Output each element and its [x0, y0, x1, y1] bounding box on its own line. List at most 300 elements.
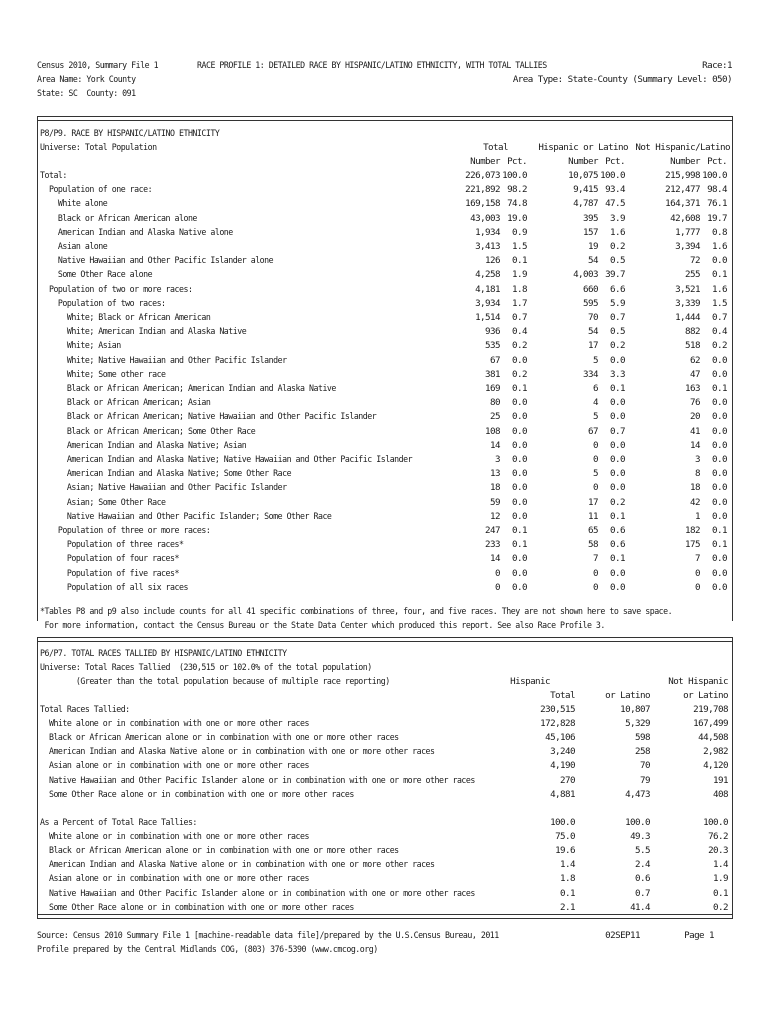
p6-col-hispanic-2: or Latino: [605, 690, 650, 701]
pct-row-label: American Indian and Alaska Native alone or in combination with one or more other races: [40, 859, 435, 871]
row-label: White alone: [40, 198, 108, 210]
pct-total: 1.8: [560, 873, 575, 885]
pct-row-label: Some Other Race alone or in combination with one or more other races: [40, 901, 354, 913]
pct-not-hispanic: 1.4: [713, 859, 728, 871]
p8-sub-number-total: Number: [470, 156, 500, 167]
right-border-2: [732, 637, 733, 918]
not-hispanic-pct: 100.0: [702, 170, 727, 181]
total-number: 67: [490, 354, 500, 366]
row-label: American Indian and Alaska Native alone: [40, 226, 233, 238]
hispanic-number: 157: [583, 226, 598, 238]
hispanic-number: 19: [588, 241, 598, 252]
tally-row-label: Black or African American alone or in combination with one or more other races: [40, 732, 399, 744]
total-pct: 1.9: [512, 269, 527, 281]
hispanic-pct: 0.0: [610, 439, 625, 451]
row-label: White; American Indian and Alaska Native: [40, 326, 247, 338]
total-number: 3: [495, 454, 500, 465]
hispanic-number: 17: [588, 340, 598, 352]
row-label: American Indian and Alaska Native; Native Hawaiian and Other Pacific Islander: [40, 454, 413, 465]
not-hispanic-number: 3,521: [675, 283, 700, 295]
not-hispanic-pct: 0.0: [712, 553, 727, 565]
total-pct: 1.8: [512, 283, 527, 295]
right-border: [732, 116, 733, 621]
hispanic-pct: 5.9: [610, 297, 625, 309]
pct-row-label: Native Hawaiian and Other Pacific Islander alone or in combination with one or more other races: [40, 887, 475, 899]
tally-not-hispanic: 2,982: [703, 746, 728, 758]
not-hispanic-pct: 0.7: [712, 312, 727, 323]
not-hispanic-number: 62: [690, 354, 700, 366]
row-label: Black or African American; American Indian and Alaska Native: [40, 383, 336, 394]
not-hispanic-pct: 0.0: [712, 496, 727, 508]
not-hispanic-number: 1: [695, 510, 700, 522]
p6-col-total: Total: [550, 690, 575, 701]
total-number: 4,181: [475, 283, 500, 295]
pct-total: 1.4: [560, 859, 575, 871]
hispanic-number: 17: [588, 496, 598, 508]
hispanic-number: 395: [583, 212, 598, 224]
hispanic-pct: 3.9: [610, 212, 625, 224]
total-pct: 0.0: [512, 567, 527, 579]
row-label: Population of all six races: [40, 581, 188, 593]
total-pct: 0.2: [512, 368, 527, 380]
tally-hispanic: 4,473: [625, 788, 650, 800]
row-label: Native Hawaiian and Other Pacific Islander; Some Other Race: [40, 510, 332, 522]
total-pct: 0.0: [512, 553, 527, 565]
tally-total: 3,240: [550, 746, 575, 758]
total-pct: 0.0: [512, 397, 527, 409]
tally-total: 4,190: [550, 760, 575, 772]
total-pct: 0.0: [512, 482, 527, 494]
header-source: Census 2010, Summary File 1: [37, 60, 159, 71]
p8-col-hispanic: Hispanic or Latino: [538, 142, 628, 153]
row-label: Native Hawaiian and Other Pacific Islander alone: [40, 255, 274, 267]
hispanic-number: 54: [588, 255, 598, 267]
not-hispanic-pct: 1.5: [712, 297, 727, 309]
pct-not-hispanic: 76.2: [708, 831, 728, 843]
hispanic-number: 0: [593, 567, 598, 579]
hispanic-number: 0: [593, 439, 598, 451]
total-pct: 0.0: [512, 411, 527, 423]
hispanic-number: 4: [593, 397, 598, 409]
area-type: Area Type: State-County (Summary Level: 050): [512, 74, 732, 85]
tally-not-hispanic: 4,120: [703, 760, 728, 772]
hispanic-number: 4,787: [573, 198, 598, 210]
p6-col-not-hispanic-2: or Latino: [683, 690, 728, 701]
total-number: 226,073: [465, 170, 500, 181]
total-pct: 0.1: [512, 539, 527, 551]
total-number: 0: [495, 567, 500, 579]
total-number: 1,514: [475, 312, 500, 323]
total-pct: 19.0: [507, 212, 527, 224]
total-number: 0: [495, 581, 500, 593]
hispanic-number: 70: [588, 312, 598, 323]
not-hispanic-pct: 19.7: [707, 212, 727, 224]
hispanic-pct: 47.5: [605, 198, 625, 210]
not-hispanic-number: 182: [685, 525, 700, 536]
not-hispanic-number: 8: [695, 468, 700, 480]
tally-total: 45,106: [545, 732, 575, 744]
not-hispanic-pct: 0.0: [712, 581, 727, 593]
total-pct: 0.1: [512, 383, 527, 394]
tally-not-hispanic: 191: [713, 774, 728, 786]
hispanic-pct: 0.6: [610, 539, 625, 551]
hispanic-number: 11: [588, 510, 598, 522]
total-pct: 1.5: [512, 241, 527, 252]
race-tag: Race:1: [702, 60, 732, 71]
header-state-county: State: SC County: 091: [37, 88, 136, 99]
not-hispanic-number: 20: [690, 411, 700, 423]
not-hispanic-pct: 76.1: [707, 198, 727, 210]
hispanic-pct: 0.5: [610, 255, 625, 267]
pct-hispanic: 100.0: [625, 817, 650, 828]
hispanic-pct: 0.5: [610, 326, 625, 338]
total-pct: 0.0: [512, 496, 527, 508]
total-number: 169,158: [465, 198, 500, 210]
pct-hispanic: 0.7: [635, 887, 650, 899]
not-hispanic-pct: 0.0: [712, 482, 727, 494]
total-number: 169: [485, 383, 500, 394]
hispanic-pct: 0.0: [610, 567, 625, 579]
hispanic-pct: 0.0: [610, 397, 625, 409]
p8-sub-pct-total: Pct.: [507, 156, 527, 167]
p6-universe-note: (Greater than the total population because of multiple race reporting): [40, 676, 390, 687]
p8-footnote-line-1: *Tables P8 and p9 also include counts for all 41 specific combinations of three, four, and five races. They are not shown here to save space.: [40, 606, 673, 617]
p6-title: P6/P7. TOTAL RACES TALLIED BY HISPANIC/LATINO ETHNICITY: [40, 648, 287, 659]
total-pct: 0.0: [512, 425, 527, 437]
not-hispanic-number: 76: [690, 397, 700, 409]
hispanic-pct: 0.2: [610, 340, 625, 352]
row-label: Black or African American; Asian: [40, 397, 211, 409]
not-hispanic-pct: 0.0: [712, 425, 727, 437]
tally-hispanic: 70: [640, 760, 650, 772]
pct-not-hispanic: 0.2: [713, 901, 728, 913]
total-pct: 0.0: [512, 510, 527, 522]
footer-page: Page 1: [684, 930, 714, 941]
hispanic-pct: 0.1: [610, 383, 625, 394]
not-hispanic-number: 212,477: [665, 184, 700, 196]
tally-hispanic: 258: [635, 746, 650, 758]
total-pct: 98.2: [507, 184, 527, 196]
total-pct: 0.0: [512, 454, 527, 465]
hispanic-pct: 0.0: [610, 454, 625, 465]
hispanic-pct: 100.0: [600, 170, 625, 181]
total-number: 18: [490, 482, 500, 494]
tally-not-hispanic: 408: [713, 788, 728, 800]
pct-total: 75.0: [555, 831, 575, 843]
not-hispanic-pct: 0.1: [712, 539, 727, 551]
tally-total: 230,515: [540, 704, 575, 715]
hispanic-number: 334: [583, 368, 598, 380]
hispanic-number: 6: [593, 383, 598, 394]
hispanic-number: 65: [588, 525, 598, 536]
tally-total: 172,828: [540, 718, 575, 730]
row-label: Population of one race:: [40, 184, 153, 196]
hispanic-pct: 0.1: [610, 553, 625, 565]
tally-hispanic: 598: [635, 732, 650, 744]
hispanic-number: 0: [593, 454, 598, 465]
not-hispanic-pct: 1.6: [712, 283, 727, 295]
hispanic-number: 9,415: [573, 184, 598, 196]
row-label: Asian; Native Hawaiian and Other Pacific Islander: [40, 482, 287, 494]
tally-not-hispanic: 167,499: [693, 718, 728, 730]
total-pct: 0.1: [512, 525, 527, 536]
pct-hispanic: 2.4: [635, 859, 650, 871]
pct-total: 19.6: [555, 845, 575, 857]
hispanic-number: 0: [593, 581, 598, 593]
tally-row-label: Total Races Tallied:: [40, 704, 130, 715]
hispanic-number: 5: [593, 354, 598, 366]
tally-row-label: Some Other Race alone or in combination with one or more other races: [40, 788, 354, 800]
row-label: Black or African American; Native Hawaiian and Other Pacific Islander: [40, 411, 377, 423]
p6-col-not-hispanic-1: Not Hispanic: [668, 676, 728, 687]
not-hispanic-number: 175: [685, 539, 700, 551]
not-hispanic-number: 0: [695, 567, 700, 579]
tally-total: 4,881: [550, 788, 575, 800]
not-hispanic-number: 518: [685, 340, 700, 352]
left-border-2: [37, 637, 38, 918]
not-hispanic-number: 3,339: [675, 297, 700, 309]
total-pct: 0.0: [512, 354, 527, 366]
total-number: 3,934: [475, 297, 500, 309]
pct-total: 100.0: [550, 817, 575, 828]
hispanic-number: 58: [588, 539, 598, 551]
hispanic-number: 595: [583, 297, 598, 309]
hispanic-number: 660: [583, 283, 598, 295]
not-hispanic-number: 163: [685, 383, 700, 394]
total-number: 80: [490, 397, 500, 409]
total-pct: 100.0: [502, 170, 527, 181]
pct-row-label: White alone or in combination with one or more other races: [40, 831, 310, 843]
not-hispanic-pct: 0.0: [712, 368, 727, 380]
row-label: Population of three or more races:: [40, 525, 211, 536]
row-label: Population of two races:: [40, 297, 166, 309]
hispanic-pct: 0.6: [610, 525, 625, 536]
total-number: 247: [485, 525, 500, 536]
not-hispanic-pct: 0.1: [712, 383, 727, 394]
p8-col-total: Total: [483, 142, 508, 153]
row-label: Population of three races*: [40, 539, 184, 551]
pct-total: 2.1: [560, 901, 575, 913]
hispanic-number: 5: [593, 411, 598, 423]
tally-hispanic: 79: [640, 774, 650, 786]
not-hispanic-pct: 0.0: [712, 397, 727, 409]
hispanic-pct: 93.4: [605, 184, 625, 196]
not-hispanic-number: 47: [690, 368, 700, 380]
p8-footnote-line-2: For more information, contact the Census Bureau or the State Data Center which produced this report. See also Race Profile 3.: [40, 620, 605, 631]
total-number: 4,258: [475, 269, 500, 281]
not-hispanic-pct: 0.0: [712, 255, 727, 267]
hispanic-pct: 0.7: [610, 312, 625, 323]
report-title: RACE PROFILE 1: DETAILED RACE BY HISPANIC/LATINO ETHNICITY, WITH TOTAL TALLIES: [197, 60, 547, 71]
row-label: Total:: [40, 170, 67, 181]
hispanic-pct: 0.0: [610, 581, 625, 593]
total-pct: 0.0: [512, 439, 527, 451]
p8-col-not-hispanic: Not Hispanic/Latino: [635, 142, 730, 153]
row-label: White; Some other race: [40, 368, 166, 380]
not-hispanic-number: 3: [695, 454, 700, 465]
hispanic-pct: 0.7: [610, 425, 625, 437]
total-number: 1,934: [475, 226, 500, 238]
pct-hispanic: 49.3: [630, 831, 650, 843]
not-hispanic-pct: 0.0: [712, 354, 727, 366]
not-hispanic-pct: 0.2: [712, 340, 727, 352]
not-hispanic-number: 7: [695, 553, 700, 565]
not-hispanic-pct: 0.4: [712, 326, 727, 338]
row-label: White; Native Hawaiian and Other Pacific Islander: [40, 354, 287, 366]
pct-not-hispanic: 20.3: [708, 845, 728, 857]
total-number: 535: [485, 340, 500, 352]
bottom-double-rule: [37, 914, 733, 919]
not-hispanic-pct: 0.0: [712, 411, 727, 423]
p8-sub-pct-hispanic: Pct.: [605, 156, 625, 167]
not-hispanic-number: 72: [690, 255, 700, 267]
row-label: Black or African American alone: [40, 212, 197, 224]
not-hispanic-pct: 0.0: [712, 567, 727, 579]
tally-hispanic: 10,807: [620, 704, 650, 715]
hispanic-pct: 0.0: [610, 354, 625, 366]
p8-sub-pct-not-hispanic: Pct.: [707, 156, 727, 167]
hispanic-pct: 6.6: [610, 283, 625, 295]
row-label: Asian alone: [40, 241, 108, 252]
total-number: 233: [485, 539, 500, 551]
not-hispanic-pct: 0.0: [712, 454, 727, 465]
hispanic-pct: 1.6: [610, 226, 625, 238]
left-border: [37, 116, 38, 621]
not-hispanic-number: 1,777: [675, 226, 700, 238]
total-pct: 0.2: [512, 340, 527, 352]
pct-not-hispanic: 100.0: [703, 817, 728, 828]
not-hispanic-number: 42,608: [670, 212, 700, 224]
hispanic-number: 67: [588, 425, 598, 437]
tally-row-label: American Indian and Alaska Native alone or in combination with one or more other races: [40, 746, 435, 758]
not-hispanic-pct: 0.8: [712, 226, 727, 238]
tally-row-label: Asian alone or in combination with one or more other races: [40, 760, 310, 772]
hispanic-pct: 0.1: [610, 510, 625, 522]
pct-row-label: As a Percent of Total Race Tallies:: [40, 817, 197, 828]
row-label: Black or African American; Some Other Race: [40, 425, 256, 437]
total-number: 381: [485, 368, 500, 380]
total-number: 12: [490, 510, 500, 522]
total-number: 3,413: [475, 241, 500, 252]
tally-not-hispanic: 219,708: [693, 704, 728, 715]
row-label: White; Black or African American: [40, 312, 211, 323]
not-hispanic-pct: 98.4: [707, 184, 727, 196]
hispanic-pct: 0.2: [610, 496, 625, 508]
total-pct: 74.8: [507, 198, 527, 210]
total-number: 25: [490, 411, 500, 423]
row-label: Population of five races*: [40, 567, 179, 579]
hispanic-pct: 0.2: [610, 241, 625, 252]
total-number: 936: [485, 326, 500, 338]
hispanic-number: 0: [593, 482, 598, 494]
tally-total: 270: [560, 774, 575, 786]
not-hispanic-pct: 0.1: [712, 525, 727, 536]
hispanic-pct: 0.0: [610, 482, 625, 494]
hispanic-number: 54: [588, 326, 598, 338]
not-hispanic-pct: 0.0: [712, 510, 727, 522]
hispanic-pct: 0.0: [610, 411, 625, 423]
total-number: 108: [485, 425, 500, 437]
total-number: 43,003: [470, 212, 500, 224]
tally-row-label: Native Hawaiian and Other Pacific Islander alone or in combination with one or more other races: [40, 774, 475, 786]
total-pct: 0.0: [512, 581, 527, 593]
not-hispanic-number: 3,394: [675, 241, 700, 252]
p8-sub-number-hispanic: Number: [568, 156, 598, 167]
tally-hispanic: 5,329: [625, 718, 650, 730]
total-pct: 0.7: [512, 312, 527, 323]
row-label: White; Asian: [40, 340, 121, 352]
pct-row-label: Black or African American alone or in combination with one or more other races: [40, 845, 399, 857]
total-number: 126: [485, 255, 500, 267]
not-hispanic-number: 215,998: [665, 170, 700, 181]
total-number: 13: [490, 468, 500, 480]
not-hispanic-number: 42: [690, 496, 700, 508]
total-pct: 0.9: [512, 226, 527, 238]
footer-date: 02SEP11: [605, 930, 640, 941]
hispanic-pct: 3.3: [610, 368, 625, 380]
not-hispanic-number: 1,444: [675, 312, 700, 323]
pct-not-hispanic: 0.1: [713, 887, 728, 899]
row-label: Population of four races*: [40, 553, 179, 565]
total-pct: 1.7: [512, 297, 527, 309]
hispanic-number: 5: [593, 468, 598, 480]
pct-hispanic: 5.5: [635, 845, 650, 857]
top-double-rule: [37, 116, 733, 121]
hispanic-number: 7: [593, 553, 598, 565]
not-hispanic-pct: 0.0: [712, 439, 727, 451]
row-label: Asian; Some Other Race: [40, 496, 166, 508]
total-pct: 0.1: [512, 255, 527, 267]
footer-prepared-by: Profile prepared by the Central Midlands COG, (803) 376-5390 (www.cmcog.org): [37, 944, 378, 955]
tally-row-label: White alone or in combination with one or more other races: [40, 718, 310, 730]
row-label: American Indian and Alaska Native; Some Other Race: [40, 468, 292, 480]
p8-universe: Universe: Total Population: [40, 142, 157, 153]
hispanic-pct: 39.7: [605, 269, 625, 281]
total-number: 221,892: [465, 184, 500, 196]
hispanic-number: 10,075: [568, 170, 598, 181]
pct-row-label: Asian alone or in combination with one or more other races: [40, 873, 310, 885]
tally-not-hispanic: 44,508: [698, 732, 728, 744]
not-hispanic-number: 255: [685, 269, 700, 281]
footer-source: Source: Census 2010 Summary File 1 [machine-readable data file]/prepared by the U.S.Census Bureau, 2011: [37, 930, 499, 941]
pct-hispanic: 41.4: [630, 901, 650, 913]
hispanic-number: 4,003: [573, 269, 598, 281]
total-pct: 0.4: [512, 326, 527, 338]
not-hispanic-number: 14: [690, 439, 700, 451]
mid-double-rule: [37, 637, 733, 642]
not-hispanic-number: 41: [690, 425, 700, 437]
row-label: Some Other Race alone: [40, 269, 153, 281]
total-number: 59: [490, 496, 500, 508]
pct-not-hispanic: 1.9: [713, 873, 728, 885]
p6-col-hispanic-1: Hispanic: [510, 676, 550, 687]
p6-universe: Universe: Total Races Tallied (230,515 or 102.0% of the total population): [40, 662, 372, 673]
header-area-name: Area Name: York County: [37, 74, 136, 85]
not-hispanic-pct: 0.0: [712, 468, 727, 480]
pct-total: 0.1: [560, 887, 575, 899]
p8-sub-number-not-hispanic: Number: [670, 156, 700, 167]
not-hispanic-pct: 1.6: [712, 241, 727, 252]
total-number: 14: [490, 553, 500, 565]
hispanic-pct: 0.0: [610, 468, 625, 480]
total-number: 14: [490, 439, 500, 451]
pct-hispanic: 0.6: [635, 873, 650, 885]
not-hispanic-number: 882: [685, 326, 700, 338]
p8-title: P8/P9. RACE BY HISPANIC/LATINO ETHNICITY: [40, 128, 220, 139]
not-hispanic-number: 164,371: [665, 198, 700, 210]
not-hispanic-number: 18: [690, 482, 700, 494]
not-hispanic-pct: 0.1: [712, 269, 727, 281]
